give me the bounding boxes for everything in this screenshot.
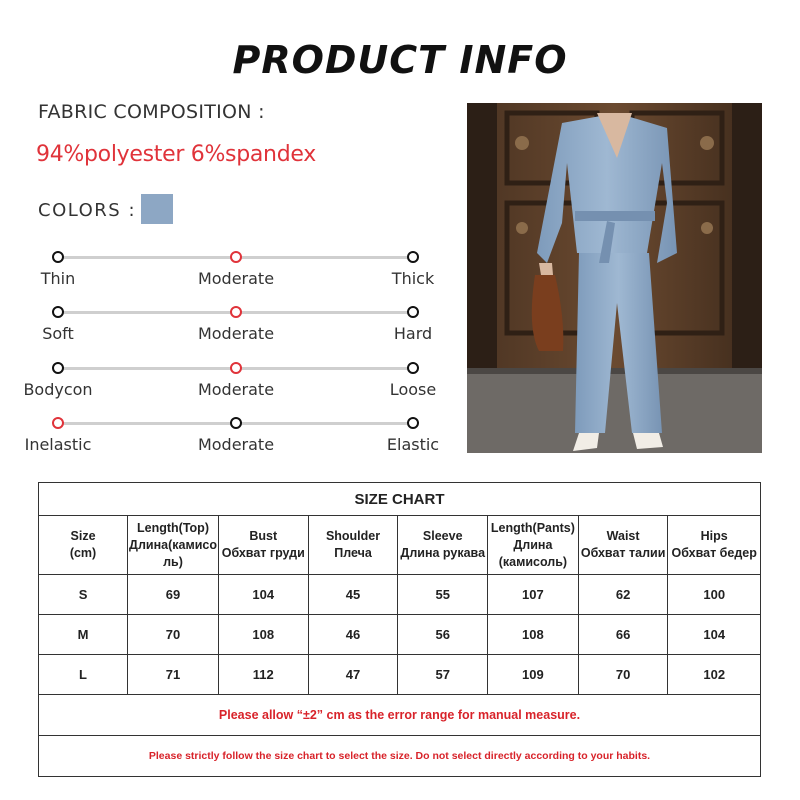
column-header-line: Size [70, 529, 96, 543]
table-cell: M [39, 615, 128, 655]
column-header [668, 516, 761, 575]
column-header-line: Length(Top) [137, 520, 209, 535]
scale-marker [407, 306, 419, 318]
column-header [39, 516, 128, 575]
model-wearing-suit-image [467, 103, 762, 453]
scale-label: Soft [42, 324, 74, 343]
table-cell: L [39, 655, 128, 695]
column-header-line: Shoulder [325, 529, 381, 543]
column-header-line: Длина рукава [400, 546, 486, 560]
attribute-scale-2 [0, 367, 460, 417]
attribute-scale-0 [0, 256, 460, 306]
table-cell: 55 [398, 575, 488, 615]
table-cell: 45 [308, 575, 398, 615]
page-title: PRODUCT INFO [232, 38, 568, 82]
table-cell: S [39, 575, 128, 615]
table-cell: 66 [578, 615, 668, 655]
table-cell: 108 [488, 615, 579, 655]
scale-marker-selected [52, 417, 64, 429]
column-header-line: Длина [513, 537, 553, 552]
table-cell: 70 [128, 615, 219, 655]
table-cell: 107 [488, 575, 579, 615]
column-header [398, 516, 488, 575]
column-header-line: Waist [606, 529, 640, 543]
attribute-scale-3 [0, 422, 460, 472]
scale-marker [407, 362, 419, 374]
scale-label: Loose [389, 380, 437, 399]
size-chart-header-row [39, 516, 761, 575]
scale-marker [230, 417, 242, 429]
scale-marker-selected [230, 362, 242, 374]
column-header-line: (камисоль) [498, 554, 568, 569]
fabric-composition-label: FABRIC COMPOSITION : [38, 101, 265, 123]
column-header [308, 516, 398, 575]
column-header-line: Плеча [334, 546, 372, 560]
column-header-line: (cm) [69, 546, 97, 560]
column-header [218, 516, 308, 575]
column-header [488, 516, 579, 575]
column-header-line: Bust [249, 529, 278, 543]
attribute-scale-1 [0, 311, 460, 361]
table-cell: 71 [128, 655, 219, 695]
table-cell: 47 [308, 655, 398, 695]
column-header-line: Sleeve [422, 529, 463, 543]
column-header-line: Обхват груди [221, 546, 305, 560]
table-cell: 62 [578, 575, 668, 615]
table-cell: 104 [218, 575, 308, 615]
colors-label: COLORS : [38, 200, 137, 221]
product-photo [467, 103, 762, 453]
scale-marker-selected [230, 251, 242, 263]
scale-marker-selected [230, 306, 242, 318]
column-header-line: Обхват бедер [671, 546, 757, 560]
scale-label: Hard [393, 324, 433, 343]
scale-label: Thick [391, 269, 435, 288]
table-cell: 69 [128, 575, 219, 615]
table-cell: 57 [398, 655, 488, 695]
scale-marker [52, 251, 64, 263]
scale-label: Moderate [197, 269, 275, 288]
fabric-composition-value: 94%polyester 6%spandex [36, 142, 316, 167]
scale-label: Moderate [197, 380, 275, 399]
table-cell: 70 [578, 655, 668, 695]
column-header-line: Обхват талии [580, 546, 666, 560]
scale-label: Thin [40, 269, 76, 288]
table-row [39, 575, 761, 615]
scale-marker [52, 306, 64, 318]
table-cell: 109 [488, 655, 579, 695]
table-cell: 108 [218, 615, 308, 655]
table-cell: 46 [308, 615, 398, 655]
scale-marker [407, 417, 419, 429]
table-row [39, 615, 761, 655]
size-selection-note: Please strictly follow the size chart to select the size. Do not select directly according to your habits. [39, 736, 761, 777]
size-chart-title: SIZE CHART [39, 483, 761, 516]
table-cell: 100 [668, 575, 761, 615]
table-cell: 102 [668, 655, 761, 695]
column-header-line: ль) [163, 554, 183, 569]
color-swatch[interactable] [141, 194, 173, 224]
measurement-error-note: Please allow “±2” cm as the error range for manual measure. [39, 695, 761, 736]
table-row [39, 655, 761, 695]
column-header [578, 516, 668, 575]
scale-label: Inelastic [24, 435, 92, 454]
column-header-line: Длина(камисо [129, 537, 217, 552]
scale-label: Elastic [386, 435, 440, 454]
scale-label: Moderate [197, 435, 275, 454]
scale-label: Bodycon [23, 380, 93, 399]
table-cell: 112 [218, 655, 308, 695]
column-header-line: Length(Pants) [490, 520, 575, 535]
column-header [128, 516, 219, 575]
scale-marker [407, 251, 419, 263]
scale-marker [52, 362, 64, 374]
table-cell: 56 [398, 615, 488, 655]
table-cell: 104 [668, 615, 761, 655]
column-header-line: Hips [700, 529, 728, 543]
size-chart-table [38, 482, 761, 777]
scale-label: Moderate [197, 324, 275, 343]
